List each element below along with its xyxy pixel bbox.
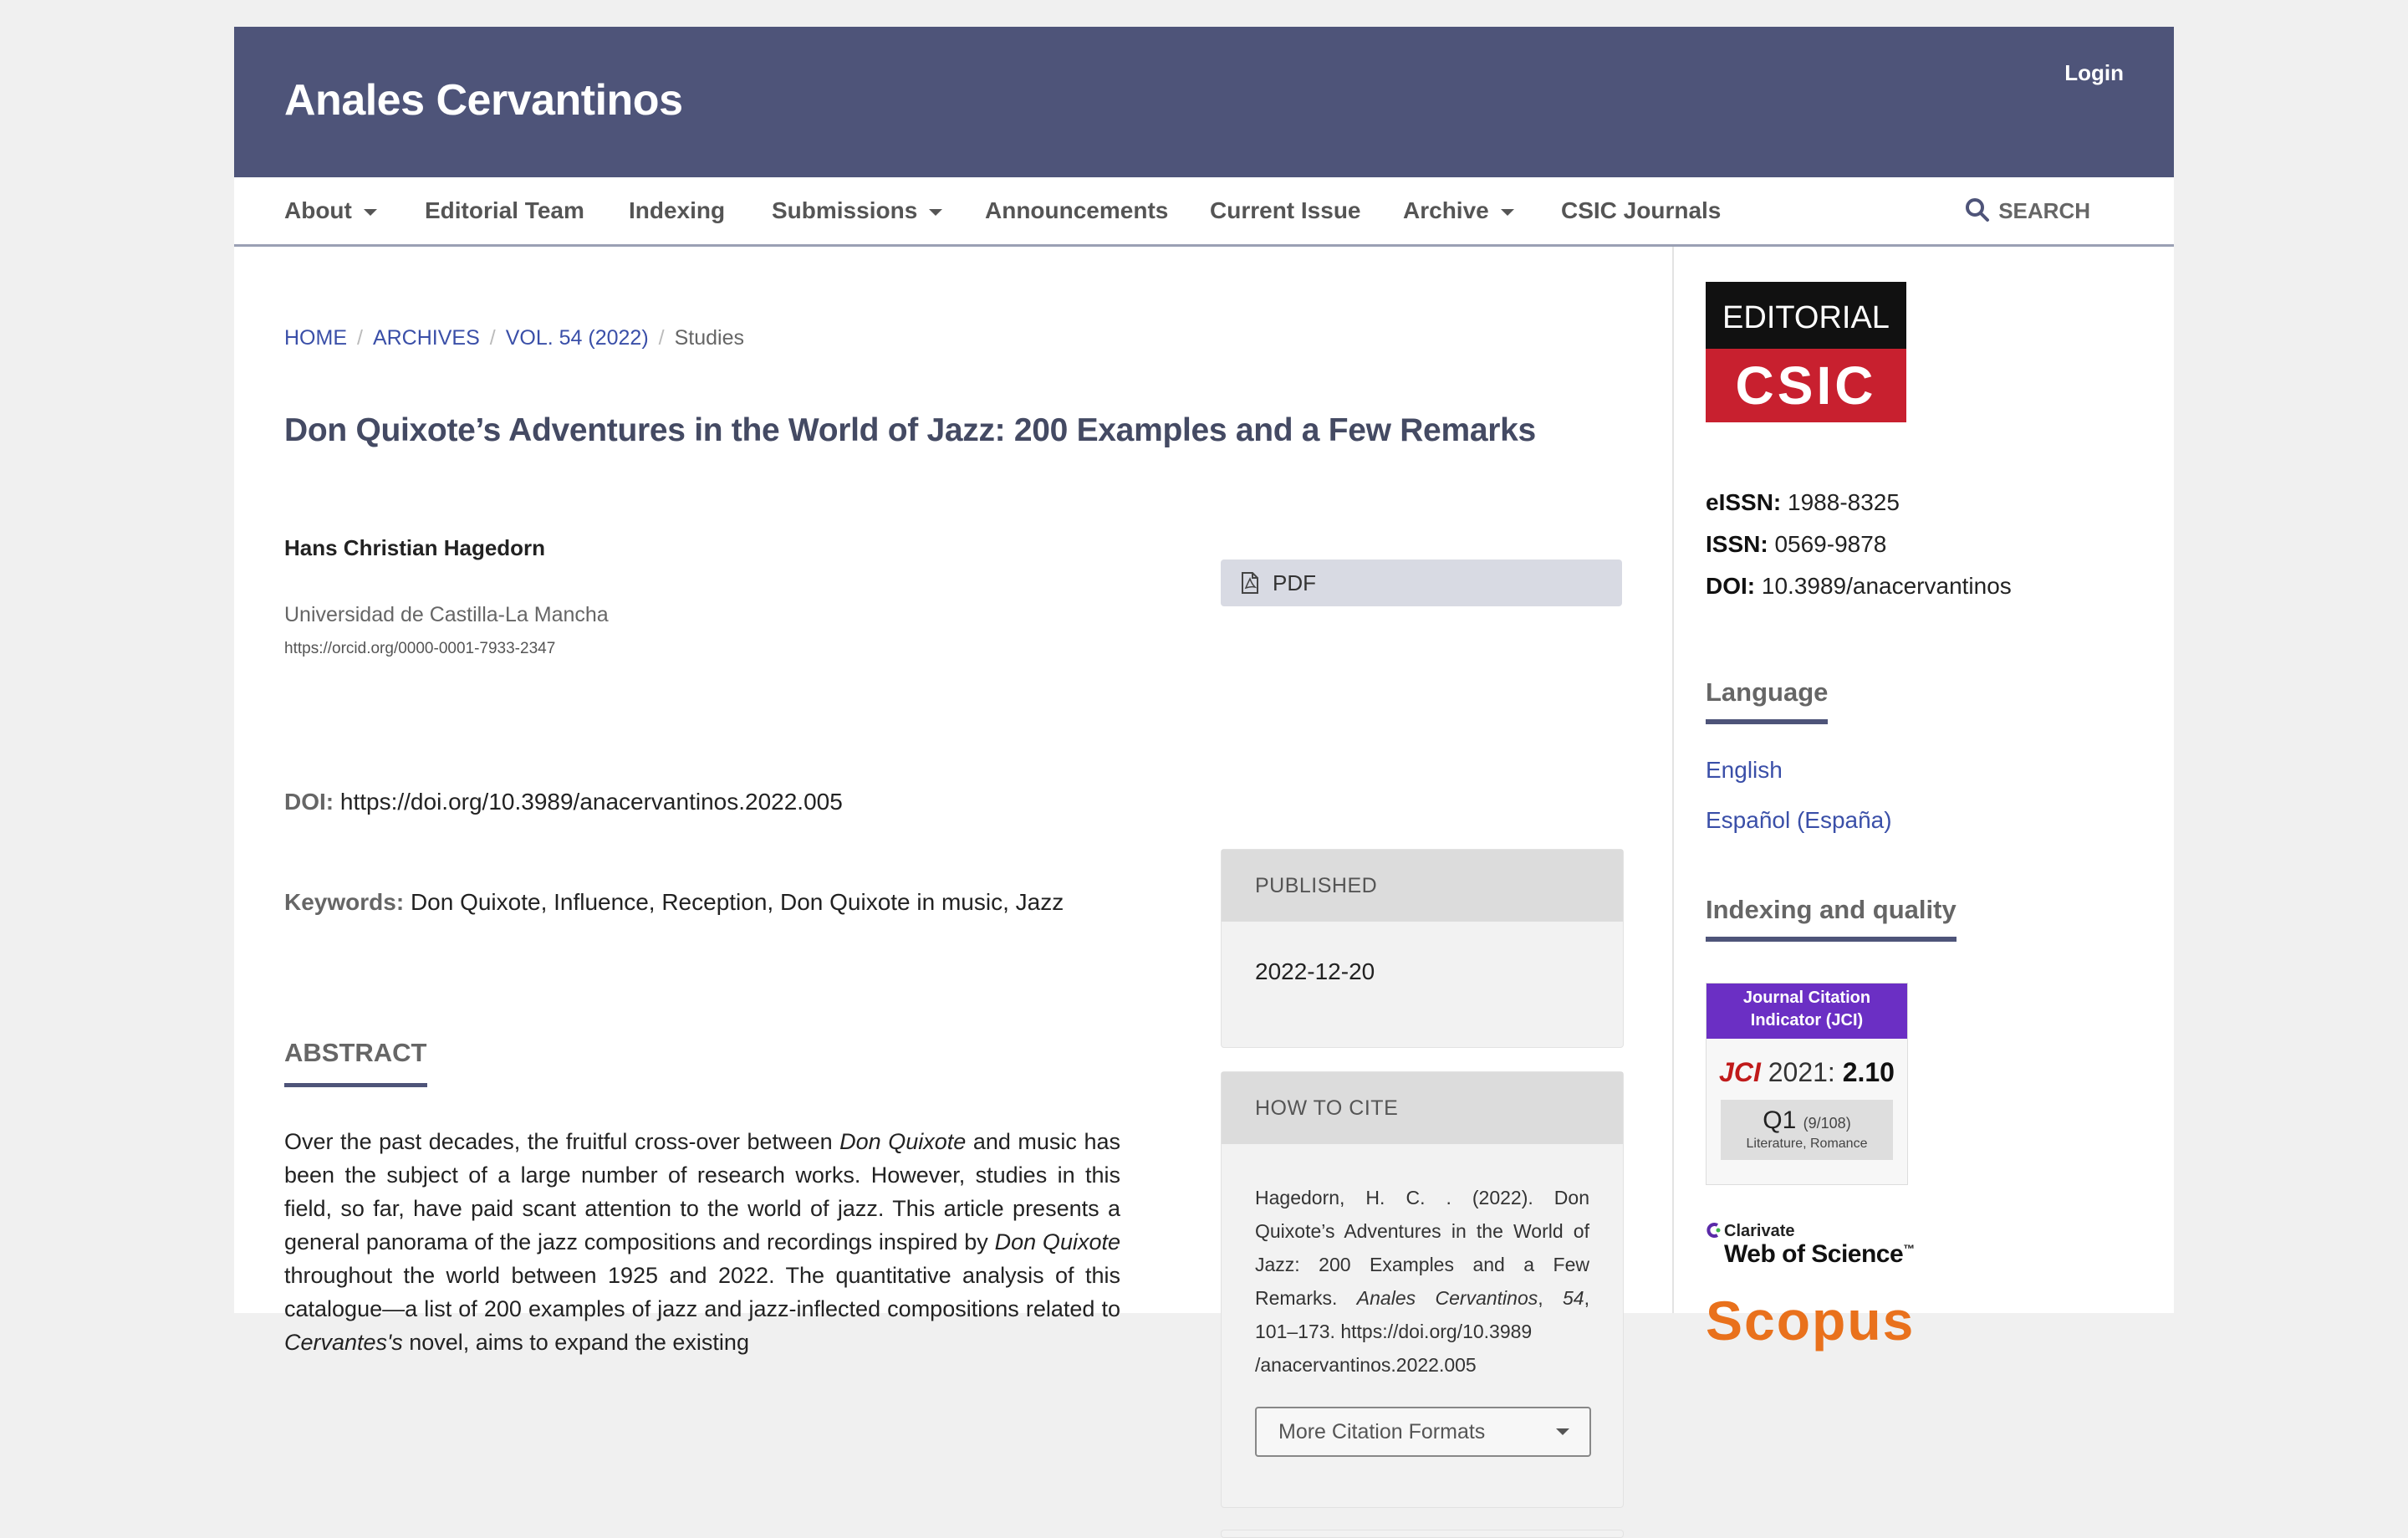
search-icon — [1965, 197, 1990, 222]
wos-name-text: Web of Science — [1724, 1240, 1904, 1268]
author-affiliation: Universidad de Castilla-La Mancha — [284, 603, 609, 626]
next-panel — [1221, 1530, 1624, 1538]
file-pdf-icon — [1241, 572, 1259, 594]
nav-item-editorial-team[interactable]: Editorial Team — [425, 197, 584, 223]
pdf-download-button[interactable] — [1221, 560, 1622, 606]
jci-title: Journal Citation Indicator (JCI) — [1707, 984, 1907, 1039]
issn-value: 0569-9878 — [1774, 531, 1887, 557]
abstract-italic: Don Quixote — [994, 1229, 1120, 1254]
breadcrumb-home[interactable]: HOME — [284, 326, 347, 350]
keywords-label: Keywords: — [284, 889, 405, 915]
pdf-label: PDF — [1273, 570, 1316, 595]
sidebar — [1674, 247, 2174, 1351]
citation-doi-cont[interactable]: /anacervantinos.2022.005 — [1255, 1354, 1477, 1376]
language-heading: Language — [1706, 677, 1828, 724]
nav-item-about[interactable] — [284, 177, 377, 244]
issn-line — [1706, 531, 1886, 558]
primary-nav — [234, 177, 2174, 247]
citation-journal: Anales Cervantinos — [1356, 1287, 1538, 1309]
abstract-heading: ABSTRACT — [284, 1038, 427, 1087]
doi-label: DOI: — [284, 789, 334, 815]
page — [234, 27, 2174, 1443]
citation-pages: , 101–173. — [1255, 1287, 1589, 1342]
breadcrumb-separator: / — [357, 326, 363, 350]
search-label: SEARCH — [1998, 198, 2090, 223]
jci-quartile-value: Q1 — [1763, 1106, 1797, 1134]
abstract-segment: throughout the world between 1925 and 2022. The quantitative analysis of this catalogue—a list of 200 examples of jazz and jazz-inflected compositions related to — [284, 1263, 1120, 1321]
clarivate-icon — [1706, 1222, 1722, 1239]
how-to-cite-panel — [1221, 1071, 1624, 1508]
abstract-segment: Over the past decades, the fruitful cross-over between — [284, 1129, 840, 1154]
chevron-down-icon — [1501, 209, 1514, 216]
breadcrumb-archives[interactable]: ARCHIVES — [372, 326, 480, 350]
keywords-row — [284, 889, 1064, 916]
issn-label: ISSN: — [1706, 531, 1768, 557]
published-panel — [1221, 849, 1624, 1048]
nav-item-csic-journals[interactable]: CSIC Journals — [1561, 197, 1722, 223]
more-citation-formats-label: More Citation Formats — [1278, 1420, 1486, 1443]
breadcrumb-volume[interactable]: VOL. 54 (2022) — [505, 326, 649, 350]
web-of-science-name — [1724, 1240, 1915, 1269]
breadcrumb-separator: / — [489, 326, 496, 350]
nav-item-indexing[interactable]: Indexing — [629, 197, 726, 223]
jci-mark: JCI — [1719, 1057, 1761, 1087]
citation-doi[interactable]: https://doi.org/10.3989 — [1340, 1321, 1533, 1342]
web-of-science-logo[interactable] — [1706, 1222, 1923, 1277]
jci-year: 2021: — [1768, 1057, 1835, 1087]
wos-trademark: ™ — [1903, 1242, 1915, 1255]
language-spanish-link[interactable]: Español (España) — [1706, 807, 1892, 833]
abstract-italic: Cervantes's — [284, 1330, 403, 1355]
breadcrumb-separator: / — [658, 326, 665, 350]
jci-score-row — [1707, 1057, 1907, 1088]
how-to-cite-heading: HOW TO CITE — [1222, 1072, 1623, 1144]
eissn-label: eISSN: — [1706, 489, 1782, 515]
editorial-csic-logo[interactable] — [1706, 282, 1906, 422]
site-title[interactable]: Anales Cervantinos — [284, 76, 683, 125]
logo-top-text: EDITORIAL — [1722, 300, 1890, 335]
language-english-link[interactable]: English — [1706, 757, 1783, 783]
scopus-logo[interactable]: Scopus — [1706, 1290, 1916, 1351]
abstract-text — [284, 1125, 1120, 1359]
main-content — [234, 247, 1672, 1443]
chevron-down-icon — [929, 209, 942, 216]
indexing-heading: Indexing and quality — [1706, 895, 1956, 942]
doi-row — [284, 789, 843, 815]
nav-item-archive[interactable] — [1403, 177, 1514, 244]
jci-badge[interactable] — [1706, 983, 1908, 1185]
nav-item-announcements[interactable]: Announcements — [985, 197, 1169, 223]
eissn-line — [1706, 489, 1900, 516]
nav-item-current-issue[interactable]: Current Issue — [1210, 197, 1361, 223]
eissn-value: 1988-8325 — [1788, 489, 1900, 515]
more-citation-formats-dropdown[interactable] — [1255, 1407, 1591, 1457]
author-name: Hans Christian Hagedorn — [284, 535, 546, 560]
journal-doi-value: 10.3989/anacervantinos — [1761, 573, 2012, 599]
clarivate-brand: Clarivate — [1724, 1222, 1795, 1240]
search-button[interactable] — [1965, 177, 2090, 244]
published-date: 2022-12-20 — [1255, 958, 1375, 984]
abstract-segment: novel, aims to expand the existing — [402, 1330, 749, 1355]
logo-bottom-text: CSIC — [1735, 355, 1877, 416]
abstract-segment: and music has been the subject of a large number of research works. However, studies in this field, so far, have paid scant attention to the world of jazz. This article presents a general panorama of the jazz compositions and recordings inspired by — [284, 1129, 1120, 1254]
jci-quartile-box — [1721, 1100, 1893, 1160]
chevron-down-icon — [364, 209, 377, 216]
jci-rank: (9/108) — [1803, 1115, 1851, 1132]
published-heading: PUBLISHED — [1222, 850, 1623, 922]
journal-doi-label: DOI: — [1706, 573, 1756, 599]
jci-category: Literature, Romance — [1746, 1137, 1868, 1151]
article-title: Don Quixote’s Adventures in the World of Jazz: 200 Examples and a Few Remarks — [284, 412, 1536, 448]
login-link[interactable]: Login — [2064, 60, 2124, 85]
site-header — [234, 27, 2174, 177]
chevron-down-icon — [1556, 1428, 1569, 1435]
nav-item-submissions[interactable] — [772, 177, 942, 244]
abstract-italic: Don Quixote — [839, 1129, 967, 1154]
citation-volume: 54 — [1563, 1287, 1584, 1309]
citation-text — [1255, 1181, 1589, 1382]
keywords-value: Don Quixote, Influence, Reception, Don Quixote in music, Jazz — [410, 889, 1064, 915]
nav-label: Submissions — [772, 197, 918, 223]
citation-authors: Hagedorn, H. C. . (2022). Don Quixote’s Adventures in the World of Jazz: 200 Examples and a Few Remarks. — [1255, 1187, 1589, 1309]
orcid-link[interactable]: https://orcid.org/0000-0001-7933-2347 — [284, 640, 556, 657]
nav-label: Archive — [1403, 197, 1489, 223]
breadcrumb-section: Studies — [674, 326, 744, 350]
doi-link[interactable]: https://doi.org/10.3989/anacervantinos.2022.005 — [339, 789, 843, 815]
nav-label: About — [284, 197, 352, 223]
jci-score: 2.10 — [1842, 1057, 1895, 1087]
jci-quartile — [1721, 1100, 1893, 1135]
citation-separator: , — [1538, 1287, 1564, 1309]
journal-doi-line — [1706, 573, 2012, 600]
breadcrumb — [284, 326, 744, 350]
